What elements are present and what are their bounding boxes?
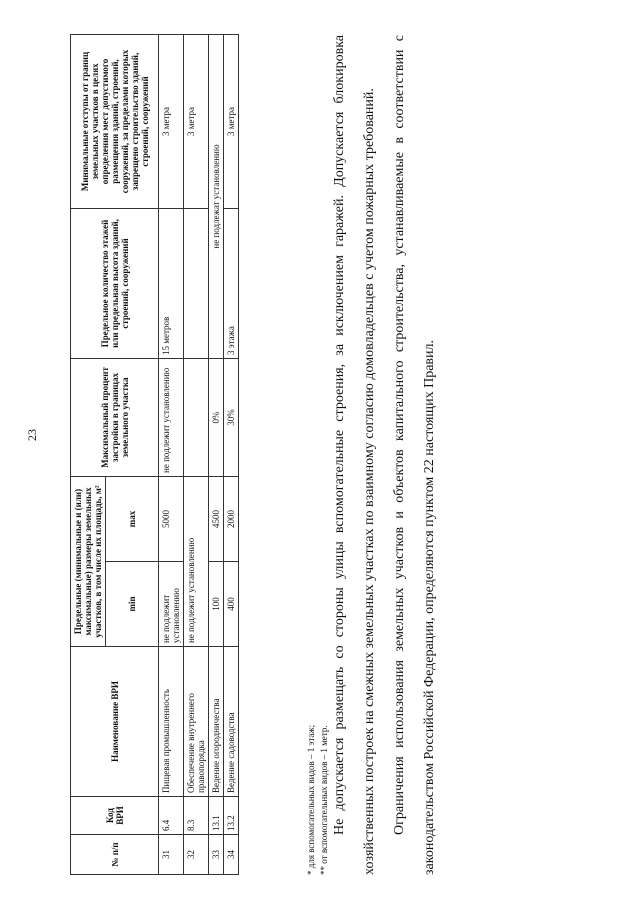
- header-num: № п/п: [71, 835, 159, 875]
- paragraph: Ограничения использования земельных участков и объектов капитального строительства, устанавливаемые в соответствии с законодательством Российской Федерации, определяются пунктом 22 настоящих Правил.: [392, 35, 437, 875]
- header-name: Наименование ВРИ: [71, 647, 159, 797]
- table-header-row: [71, 34, 106, 874]
- header-code: Код ВРИ: [71, 797, 159, 835]
- cell-max: 4500: [209, 476, 224, 561]
- table-row: [224, 34, 239, 874]
- cell-floors: 15 метров: [159, 208, 184, 358]
- cell-num: 31: [159, 835, 184, 875]
- regulations-table: [70, 34, 239, 875]
- cell-setback: 3 метра: [224, 34, 239, 208]
- cell-min: 100: [209, 562, 224, 647]
- cell-name: Ведение огородничества: [209, 647, 224, 797]
- header-setbacks: Минимальные отступы от границ земельных участков в целях определения мест допустимого размещения зданий, строений, сооружений, за пределами которых запрещено строительство зданий, строений, сооружений: [71, 34, 159, 208]
- cell-num: 32: [184, 835, 209, 875]
- cell-num: 34: [224, 835, 239, 875]
- cell-name: Обеспечение внутреннего правопорядка: [184, 647, 209, 797]
- header-min: min: [106, 562, 159, 647]
- cell-setback: 3 метра: [159, 34, 184, 208]
- cell-max: 5000: [159, 476, 184, 561]
- cell-code: 6.4: [159, 797, 184, 835]
- cell-num: 33: [209, 835, 224, 875]
- table-row: [209, 34, 224, 874]
- cell-name: Ведение садоводства: [224, 647, 239, 797]
- body-text: [325, 35, 445, 875]
- cell-min: не подлежит установлению: [159, 562, 184, 647]
- page-number: 23: [25, 429, 39, 441]
- rotated-page-content: [60, 35, 620, 875]
- cell-percent: не подлежит установлению: [159, 358, 184, 476]
- footnote: * для вспомогательных видов – 1 этаж;: [306, 724, 316, 875]
- table-row: [159, 34, 184, 874]
- table-row: [184, 34, 209, 874]
- cell-setback: 3 метра: [184, 34, 209, 208]
- cell-code: 13.2: [224, 797, 239, 835]
- cell-max: 2000: [224, 476, 239, 561]
- header-sizes: Предельные (минимальные и (или) максимальные) размеры земельных участков, в том числе их площадь, м²: [71, 476, 106, 646]
- cell-floors-setback-merged: не подлежат установлению: [209, 34, 224, 358]
- cell-percent: 0%: [209, 358, 224, 476]
- cell-percent: [184, 358, 209, 476]
- cell-code: 8.3: [184, 797, 209, 835]
- cell-floors: [184, 208, 209, 358]
- paragraph: Не допускается размещать со стороны улицы вспомогательные строения, за исключением гаражей. Допускается блокировка хозяйственных построек на смежных земельных участках по взаимному согласию домовладельцев с учетом пожарных требований.: [332, 35, 377, 875]
- header-floors: Предельное количество этажей или предельная высота зданий, строений, сооружений: [71, 208, 159, 358]
- cell-sizes-merged: не подлежит установлению: [184, 476, 209, 646]
- cell-min: 400: [224, 562, 239, 647]
- cell-floors: 3 этажа: [224, 208, 239, 358]
- cell-percent: 30%: [224, 358, 239, 476]
- header-max: max: [106, 476, 159, 561]
- cell-code: 13.1: [209, 797, 224, 835]
- footnote: ** от вспомогательных видов – 1 метр.: [319, 725, 329, 875]
- cell-name: Пищевая промышленность: [159, 647, 184, 797]
- header-percent: Максимальный процент застройки в границах земельного участка: [71, 358, 159, 476]
